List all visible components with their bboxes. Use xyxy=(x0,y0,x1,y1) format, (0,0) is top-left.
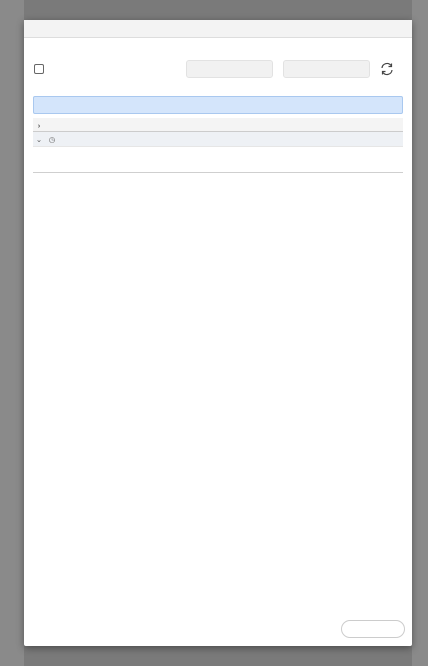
detail-header-row xyxy=(33,147,403,160)
dialog-title xyxy=(24,20,412,38)
ongoing-activations-dialog xyxy=(24,20,412,646)
grid-header-row xyxy=(33,118,403,132)
collapse-chevron-icon[interactable]: ⌄ xyxy=(35,135,43,144)
activations-grid xyxy=(33,118,403,173)
checkbox-box[interactable] xyxy=(34,64,44,74)
to-date-input[interactable] xyxy=(283,60,370,78)
info-banner xyxy=(33,96,403,114)
detail-panel xyxy=(33,147,403,173)
close-button[interactable] xyxy=(341,620,405,638)
background-app-right xyxy=(412,0,428,666)
clock-icon: ◷ xyxy=(48,135,56,144)
also-show-completed-checkbox[interactable] xyxy=(34,64,48,74)
background-app-left xyxy=(0,0,24,666)
reload-posts-icon[interactable] xyxy=(379,61,395,77)
expand-all-chevron-icon[interactable]: › xyxy=(37,121,41,130)
expanded-table-row[interactable] xyxy=(33,132,403,147)
from-date-input[interactable] xyxy=(186,60,273,78)
